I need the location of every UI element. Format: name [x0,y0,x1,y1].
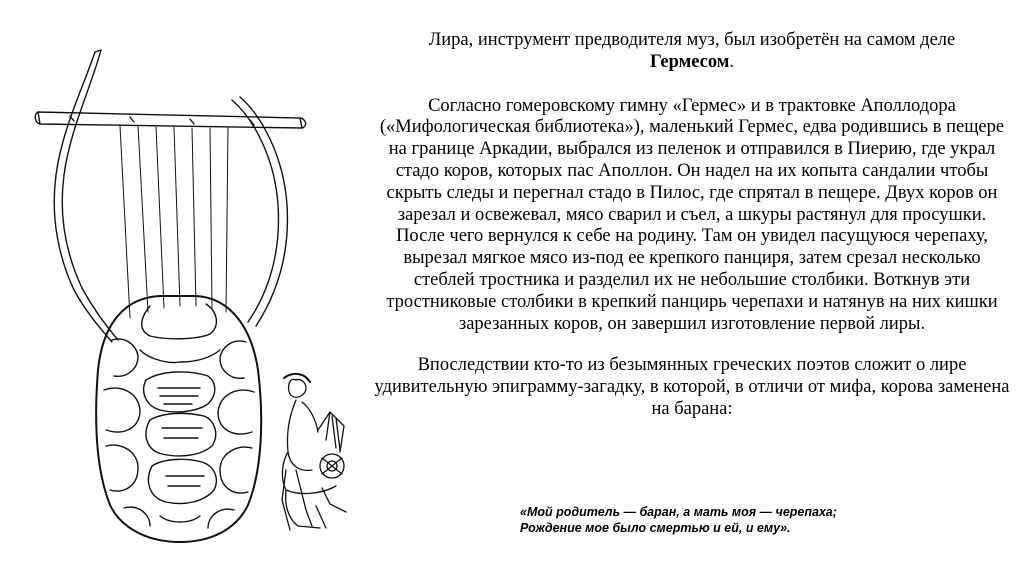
lyre-strings [120,126,228,318]
lyre-left-horn-icon [54,50,118,342]
intro-bold-name: Гермесом [650,51,730,72]
seated-musician-icon [282,374,346,530]
story-paragraph: Согласно гомеровскому гимну «Гермес» и в трактовке Аполлодора («Мифологическая библиотека»), маленький Гермес, едва родившись в пещере на границе Аркадии, выбрался из пеленок и отправился в Пиерию, где украл стадо коров, которых пас Аполлон. Он надел на их копыта сандалии чтобы скрыть следы и перегнал стадо в Пилос, где спрятал в пещере. Двух коров он зарезал и освежевал, мясо сварил и съел, а шкуры растянул для просушки. После чего вернулся к себе на родину. Там он увидел пасущуюся черепаху, вырезал мягкое мясо из-под ее крепкого панциря, затем срезал несколько стеблей тростника и разделил их не небольшие столбики. Воткнув эти тростниковые столбики в крепкий панцирь черепахи и натянув на них кишки зарезанных коров, он завершил изготовление первой лиры. [379,95,1005,334]
intro-paragraph [372,30,1012,74]
slide-text [372,30,1012,421]
quote-line-1: «Мой родитель — баран, а мать моя — черепаха; [520,505,837,519]
intro-period: . [729,51,734,72]
lyre-right-horn-icon [232,97,287,326]
tortoise-shell-icon [96,296,261,542]
paragraph-gap [372,74,1012,96]
lyre-illustration [0,0,380,576]
epigram-intro-paragraph: Впоследствии кто-то из безымянных греческих поэтов сложит о лире удивительную эпиграмму-загадку, в которой, в отличи от мифа, корова заменена на барана: [374,355,1010,419]
paragraph-gap [372,335,1012,355]
intro-text: Лира, инструмент предводителя муз, был изобретён на самом деле [428,30,956,50]
epigram-quote [520,504,880,536]
quote-line-2: Рождение мое было смертью и ей, и ему». [520,521,791,535]
